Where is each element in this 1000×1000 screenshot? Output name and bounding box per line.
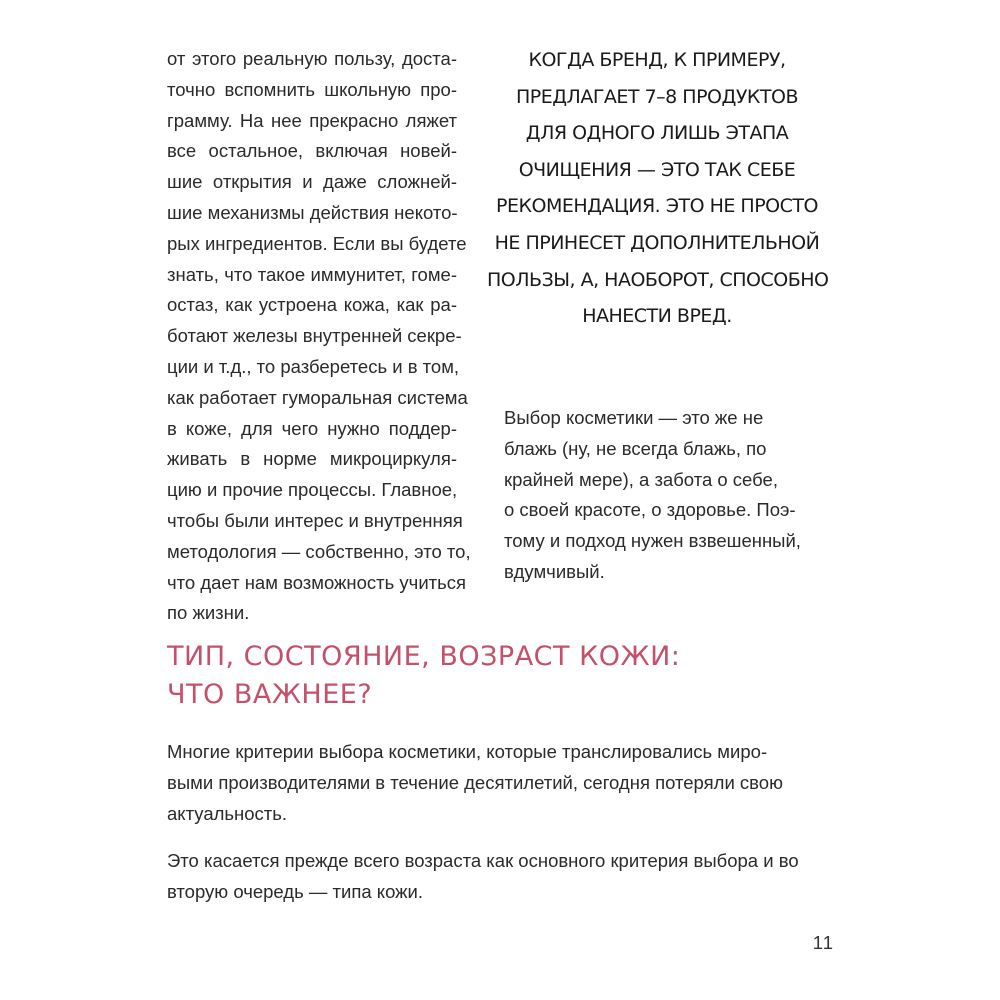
text-line: грамму. На нее прекрасно ляжет [167,109,457,131]
section-heading-line: ЧТО ВАЖНЕЕ? [167,679,373,710]
text-line: блажь (ну, не всегда блажь, по [504,437,767,459]
text-line: шие механизмы действия некото- [167,201,458,223]
text-line: от этого реальную пользу, доста- [167,48,457,69]
text-line: Выбор косметики — это же не [504,407,764,428]
text-line: чтобы были интерес и внутренняя [167,509,463,531]
text-line: шие открытия и даже сложней- [167,171,457,193]
pull-quote-line: ОЧИЩЕНИЯ — ЭТО ТАК СЕБЕ [518,158,796,181]
text-line: Многие критерии выбора косметики, которые транслировались миро- [167,741,768,762]
section-heading-line: ТИП, СОСТОЯНИЕ, ВОЗРАСТ КОЖИ: [167,641,681,672]
pull-quote-line: РЕКОМЕНДАЦИЯ. ЭТО НЕ ПРОСТО [496,195,818,218]
pull-quote-line: ДЛЯ ОДНОГО ЛИШЬ ЭТАПА [525,122,789,145]
text-line: о своей красоте, о здоровье. Поэ- [504,499,796,521]
text-line: знать, что такое иммунитет, гоме- [167,263,457,285]
text-line: что дает нам возможность учиться [167,571,467,593]
text-line: ботают железы внутренней секре- [167,325,462,347]
text-line: как работает гуморальная система [167,386,468,408]
text-line: живать в норме микроциркуля- [167,448,457,470]
text-line: по жизни. [167,602,250,624]
pull-quote-line: ПОЛЬЗЫ, А, НАОБОРОТ, СПОСОБНО [487,268,829,291]
right-paragraph [504,403,801,588]
text-line: крайней мере), а забота о себе, [504,468,778,490]
pull-quote-line: НЕ ПРИНЕСЕТ ДОПОЛНИТЕЛЬНОЙ [494,231,820,254]
pull-quote [487,42,827,335]
pull-quote-line: НАНЕСТИ ВРЕД. [582,305,732,328]
text-line: точно вспомнить школьную про- [167,78,457,100]
text-line: вдумчивый. [504,560,605,582]
text-line: все остальное, включая новей- [167,140,457,162]
text-line: тому и подход нужен взвешенный, [504,530,801,552]
text-line: в коже, для чего нужно поддер- [167,417,457,439]
body-paragraph-1 [167,737,807,829]
text-line: актуальность. [167,802,288,824]
left-column-text [167,44,471,629]
page-number: 11 [812,932,834,953]
section-heading [167,638,827,714]
text-line: выми производителями в течение десятилетий, сегодня потеряли свою [167,771,783,793]
text-line: цию и прочие процессы. Главное, [167,479,458,501]
text-line: остаз, как устроена кожа, как ра- [167,294,457,316]
text-line: вторую очередь — типа кожи. [167,880,424,902]
text-line: ции и т.д., то разберетесь и в том, [167,355,460,377]
pull-quote-line: КОГДА БРЕНД, К ПРИМЕРУ, [528,49,786,71]
text-line: методология — собственно, это то, [167,540,471,562]
text-line: рых ингредиентов. Если вы будете [167,232,467,254]
pull-quote-line: ПРЕДЛАГАЕТ 7–8 ПРОДУКТОВ [515,85,799,108]
text-line: Это касается прежде всего возраста как основного критерия выбора и во [167,850,799,871]
body-paragraph-2 [167,846,807,908]
